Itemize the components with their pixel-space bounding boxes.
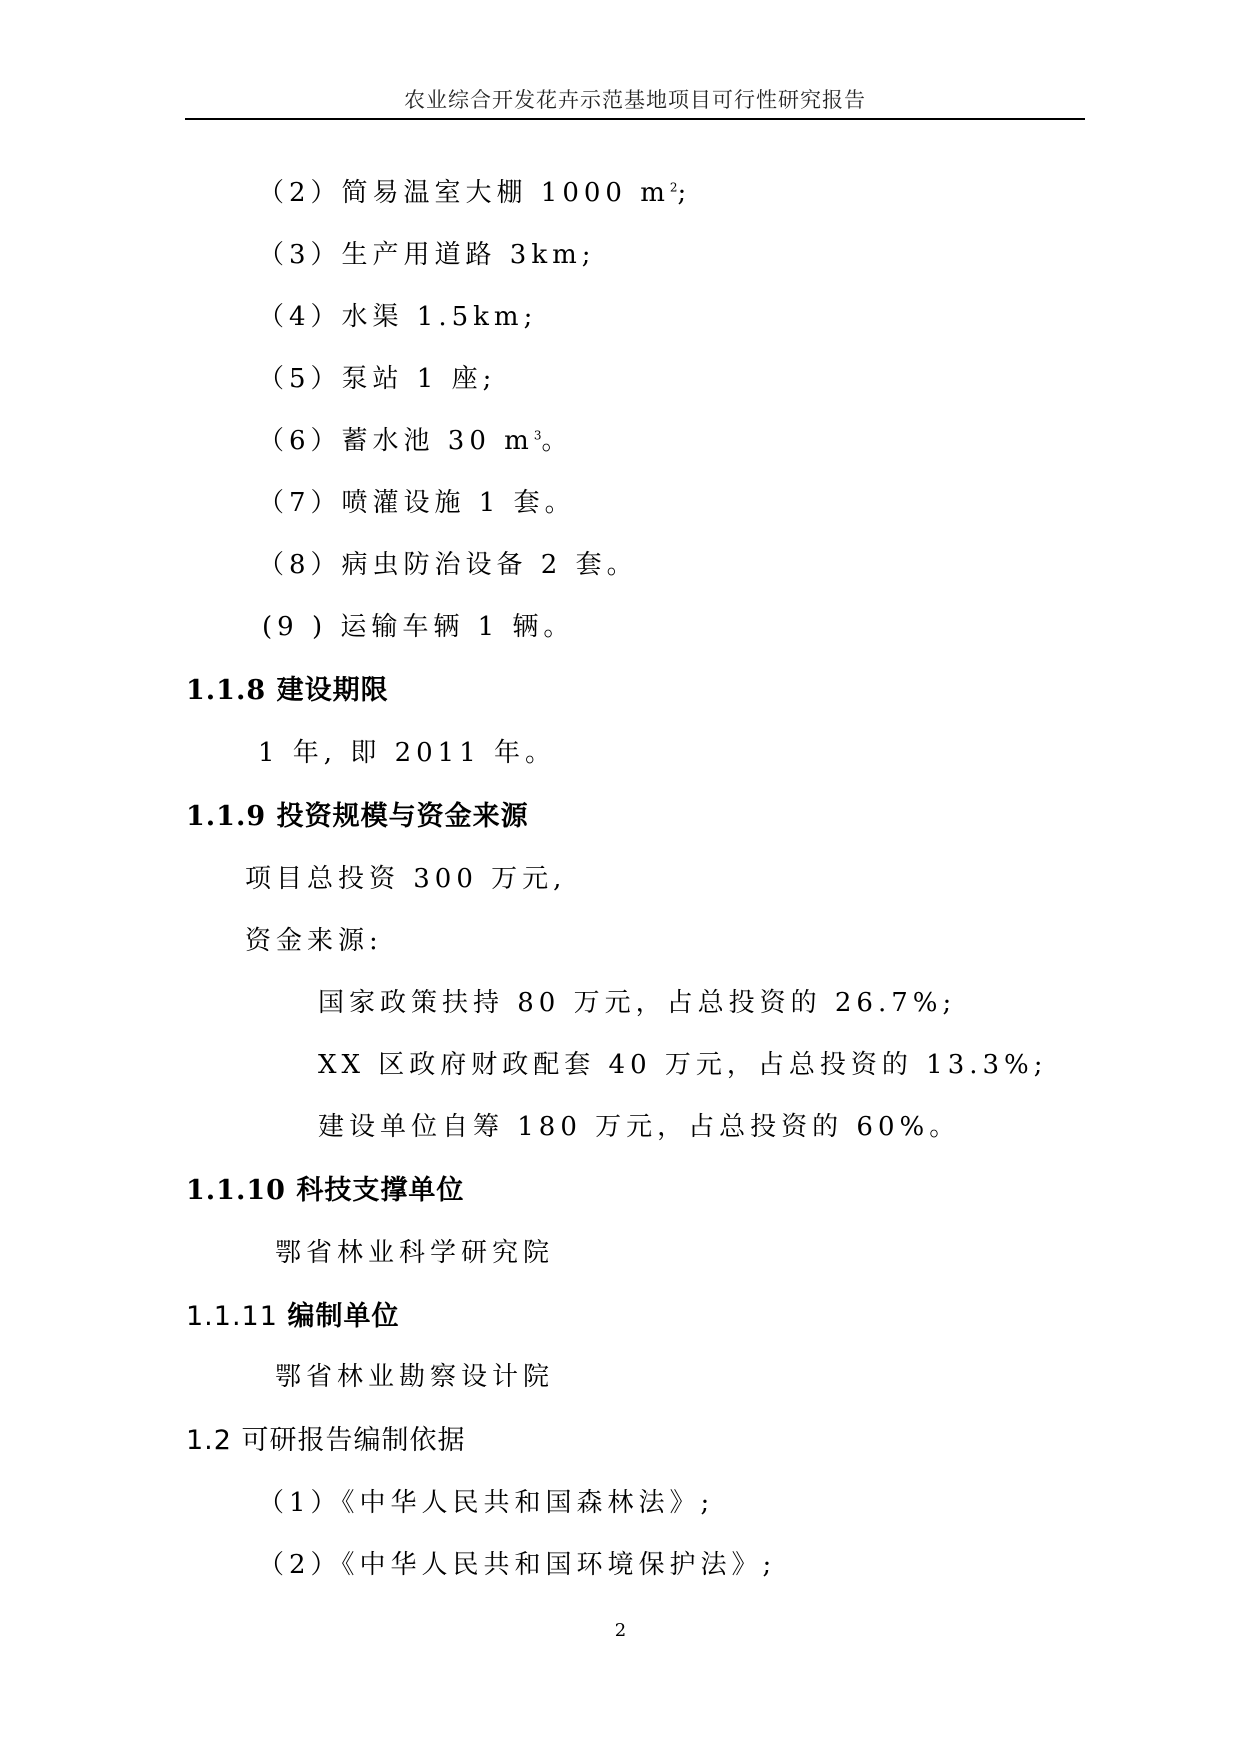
construction-item-5: （5）泵站 1 座; — [258, 364, 497, 394]
tech-support-unit-text: 鄂省林业科学研究院 — [275, 1238, 555, 1268]
section-title: 可研报告编制依据 — [241, 1425, 466, 1456]
section-title: 编制单位 — [287, 1301, 400, 1332]
section-heading-1-1-9 — [186, 794, 529, 833]
section-title: 投资规模与资金来源 — [276, 801, 529, 832]
construction-item-2: （2）简易温室大棚 1000 $m^2$; — [258, 178, 692, 208]
section-number: 1.1.11 — [186, 1301, 278, 1332]
section-number: 1.1.9 — [186, 801, 267, 832]
funding-source-item: 国家政策扶持 80 万元，占总投资的 26.7%; — [318, 988, 957, 1018]
funding-source-label: 资金来源: — [245, 926, 383, 956]
construction-period-text: 1 年, 即 2011 年。 — [258, 738, 557, 768]
funding-source-item: XX 区政府财政配套 40 万元，占总投资的 13.3%; — [318, 1050, 1048, 1080]
section-title: 建设期限 — [276, 675, 389, 706]
construction-item-4: （4）水渠 1.5km; — [258, 302, 538, 332]
basis-item: （1）《中华人民共和国森林法》; — [258, 1488, 715, 1518]
construction-item-6: （6）蓄水池 30 $m^3$。 — [258, 426, 573, 456]
section-heading-1-1-11 — [186, 1294, 399, 1333]
page-number: 2 — [614, 1620, 627, 1641]
basis-item: （2）《中华人民共和国环境保护法》; — [258, 1550, 777, 1580]
construction-item-8: （8）病虫防治设备 2 套。 — [258, 550, 638, 580]
section-heading-1-1-8 — [186, 668, 389, 707]
funding-source-item: 建设单位自筹 180 万元，占总投资的 60%。 — [318, 1112, 961, 1142]
section-title: 科技支撑单位 — [296, 1175, 465, 1206]
section-number: 1.1.10 — [186, 1175, 286, 1206]
construction-item-3: （3）生产用道路 3km; — [258, 240, 596, 270]
construction-item-7: （7）喷灌设施 1 套。 — [258, 488, 576, 518]
section-number: 1.2 — [186, 1425, 232, 1456]
header-rule — [185, 118, 1085, 120]
total-investment-text: 项目总投资 300 万元, — [245, 864, 567, 894]
compiling-unit-text: 鄂省林业勘察设计院 — [275, 1362, 555, 1392]
running-header-title: 农业综合开发花卉示范基地项目可行性研究报告 — [404, 88, 866, 112]
construction-item-9: (9 ) 运输车辆 1 辆。 — [262, 612, 575, 642]
section-heading-1-2 — [186, 1418, 466, 1457]
section-heading-1-1-10 — [186, 1168, 464, 1207]
section-number: 1.1.8 — [186, 675, 267, 706]
